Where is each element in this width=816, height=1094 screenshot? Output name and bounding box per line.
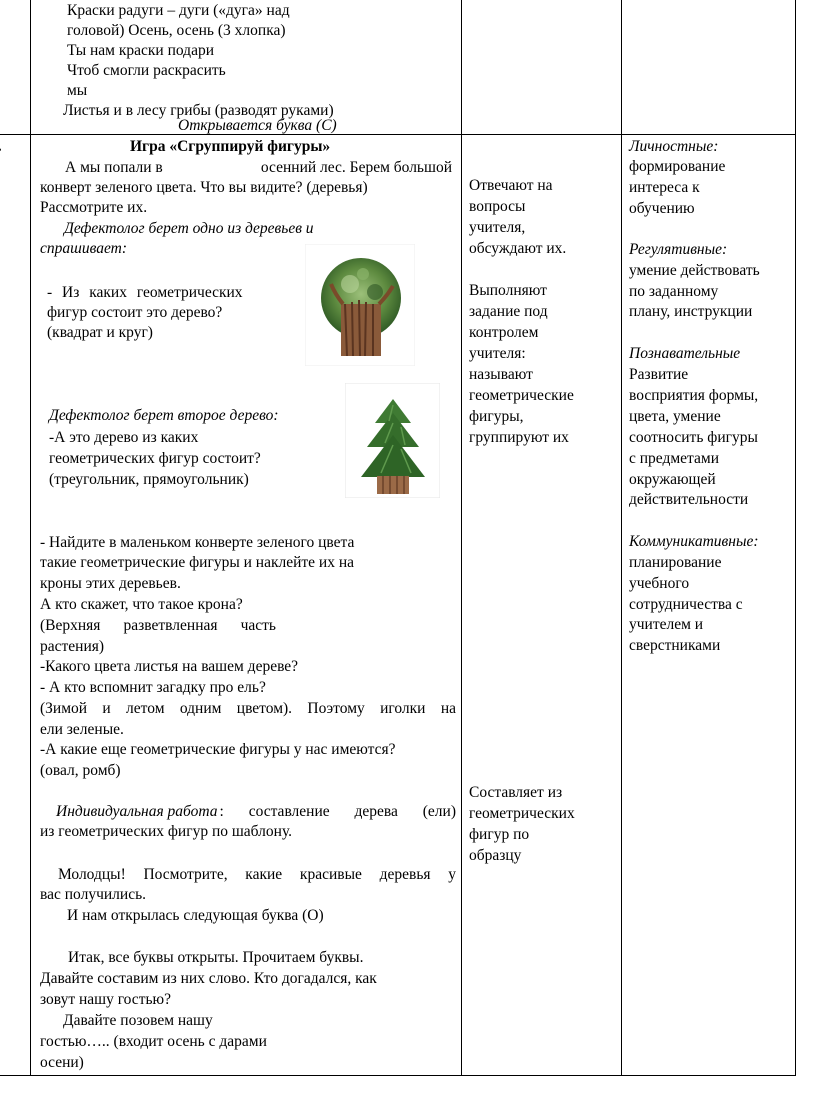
task-line: такие геометрические фигуры и наклейте их на	[40, 554, 355, 571]
final-line: Давайте позовем нашу	[63, 1012, 213, 1029]
task-line: кроны этих деревьев.	[40, 575, 181, 592]
students-line: геометрических	[469, 805, 575, 822]
uud-line: цвета, умение	[629, 408, 721, 425]
final-line: зовут нашу гостью?	[40, 991, 171, 1008]
task-line: ели зеленые.	[40, 721, 124, 738]
question-line: - Из каких геометрических	[47, 284, 243, 301]
task-line: (Зимой и летом одним цветом). Поэтому иголки на	[40, 700, 456, 717]
table-border-col2	[461, 0, 462, 1076]
cognitive-label: Познавательные	[629, 345, 741, 362]
intro-line-a: А мы попали в	[65, 159, 163, 176]
uud-line: сверстниками	[629, 637, 721, 654]
uud-line: плану, инструкции	[629, 303, 753, 320]
uud-line: по заданному	[629, 283, 719, 300]
top-letter-note: Открывается буква (С)	[178, 117, 337, 134]
intro-line: конверт зеленого цвета. Что вы видите? (деревья)	[40, 179, 368, 196]
final-line: гостью….. (входит осень с дарами	[40, 1033, 267, 1050]
praise-line: И нам открылась следующая буква (О)	[67, 907, 324, 924]
students-line: задание под	[469, 303, 548, 320]
individual-work-line: из геометрических фигур по шаблону.	[40, 823, 293, 840]
students-line: учителя:	[469, 345, 526, 362]
uud-line: с предметами	[629, 450, 719, 467]
students-line: обсуждают их.	[469, 240, 567, 257]
students-line: фигуры,	[469, 408, 524, 425]
praise-line: вас получились.	[40, 886, 147, 903]
uud-line: обучению	[629, 200, 695, 217]
students-line: образцу	[469, 847, 522, 864]
students-line: Выполняют	[469, 282, 547, 299]
table-border-right	[795, 0, 796, 1076]
task-line: растения)	[40, 638, 105, 655]
question-line: (квадрат и круг)	[47, 324, 153, 341]
uud-line: учителем и	[629, 616, 704, 633]
question-line: фигур состоит это дерево?	[47, 304, 223, 321]
students-line: вопросы	[469, 198, 526, 215]
question-line: геометрических фигур состоит?	[49, 450, 261, 467]
game-title: Игра «Сгруппируй фигуры»	[130, 138, 331, 155]
students-line: называют	[469, 366, 533, 383]
poem-line: мы	[67, 82, 88, 99]
question-line: Дефектолог берет второе дерево:	[49, 407, 279, 424]
communicative-label: Коммуникативные:	[629, 533, 759, 550]
uud-line: Развитие	[629, 366, 689, 383]
students-line: геометрические	[469, 387, 574, 404]
task-line: (Верхняя разветвленная часть	[40, 617, 276, 634]
intro-line: спрашивает:	[40, 240, 127, 257]
students-line: учителя,	[469, 219, 526, 236]
students-line: Составляет из	[469, 784, 563, 801]
poem-line: Листья и в лесу грибы (разводят руками)	[63, 102, 334, 119]
final-line: Итак, все буквы открыты. Прочитаем буквы.	[68, 949, 364, 966]
poem-line: головой) Осень, осень (3 хлопка)	[67, 22, 286, 39]
row-number	[0, 137, 2, 157]
intro-line-b: осенний лес. Берем большой	[260, 159, 452, 176]
table-border-left	[30, 0, 31, 1076]
row-divider	[0, 134, 796, 135]
uud-line: действительности	[629, 491, 749, 508]
task-line: -А какие еще геометрические фигуры у нас имеются?	[40, 741, 396, 758]
students-line: контролем	[469, 324, 539, 341]
table-border-bottom	[0, 1075, 796, 1076]
poem-line: Чтоб смогли раскрасить	[67, 62, 226, 79]
uud-line: окружающей	[629, 471, 716, 488]
praise-line: Молодцы! Посмотрите, какие красивые деревья у	[58, 866, 456, 883]
individual-work-text: : составление дерева (ели)	[219, 803, 456, 820]
individual-work-label: Индивидуальная работа	[56, 803, 218, 820]
uud-line: интереса к	[629, 179, 700, 196]
individual-work-line	[56, 802, 456, 822]
final-line: Давайте составим из них слово. Кто догадался, как	[40, 970, 377, 987]
uud-line: сотрудничества с	[629, 596, 743, 613]
task-line: -Какого цвета листья на вашем дереве?	[40, 658, 299, 675]
poem-line: Ты нам краски подари	[67, 42, 214, 59]
final-line: осени)	[40, 1054, 84, 1071]
question-line: -А это дерево из каких	[49, 429, 199, 446]
students-line: группируют их	[469, 429, 569, 446]
uud-line: формирование	[629, 158, 726, 175]
fir-tree-image	[345, 383, 440, 498]
students-line: фигур по	[469, 826, 530, 843]
poem-line: Краски радуги – дуги («дуга» над	[67, 2, 290, 19]
table-border-col3	[621, 0, 622, 1076]
task-line: А кто скажет, что такое крона?	[40, 596, 243, 613]
task-line: (овал, ромб)	[40, 762, 121, 779]
students-line: Отвечают на	[469, 177, 553, 194]
uud-line: планирование	[629, 554, 722, 571]
intro-line: Рассмотрите их.	[40, 199, 148, 216]
uud-line: восприятия формы,	[629, 387, 759, 404]
personal-label: Личностные:	[629, 138, 719, 155]
task-line: - А кто вспомнит загадку про ель?	[40, 679, 266, 696]
intro-line: Дефектолог берет одно из деревьев и	[64, 220, 314, 237]
regulative-label: Регулятивные:	[629, 241, 728, 258]
round-tree-image	[305, 244, 415, 366]
uud-line: умение действовать	[629, 262, 760, 279]
uud-line: соотносить фигуры	[629, 429, 758, 446]
question-line: (треугольник, прямоугольник)	[49, 471, 249, 488]
uud-line: учебного	[629, 575, 690, 592]
task-line: - Найдите в маленьком конверте зеленого цвета	[40, 534, 355, 551]
